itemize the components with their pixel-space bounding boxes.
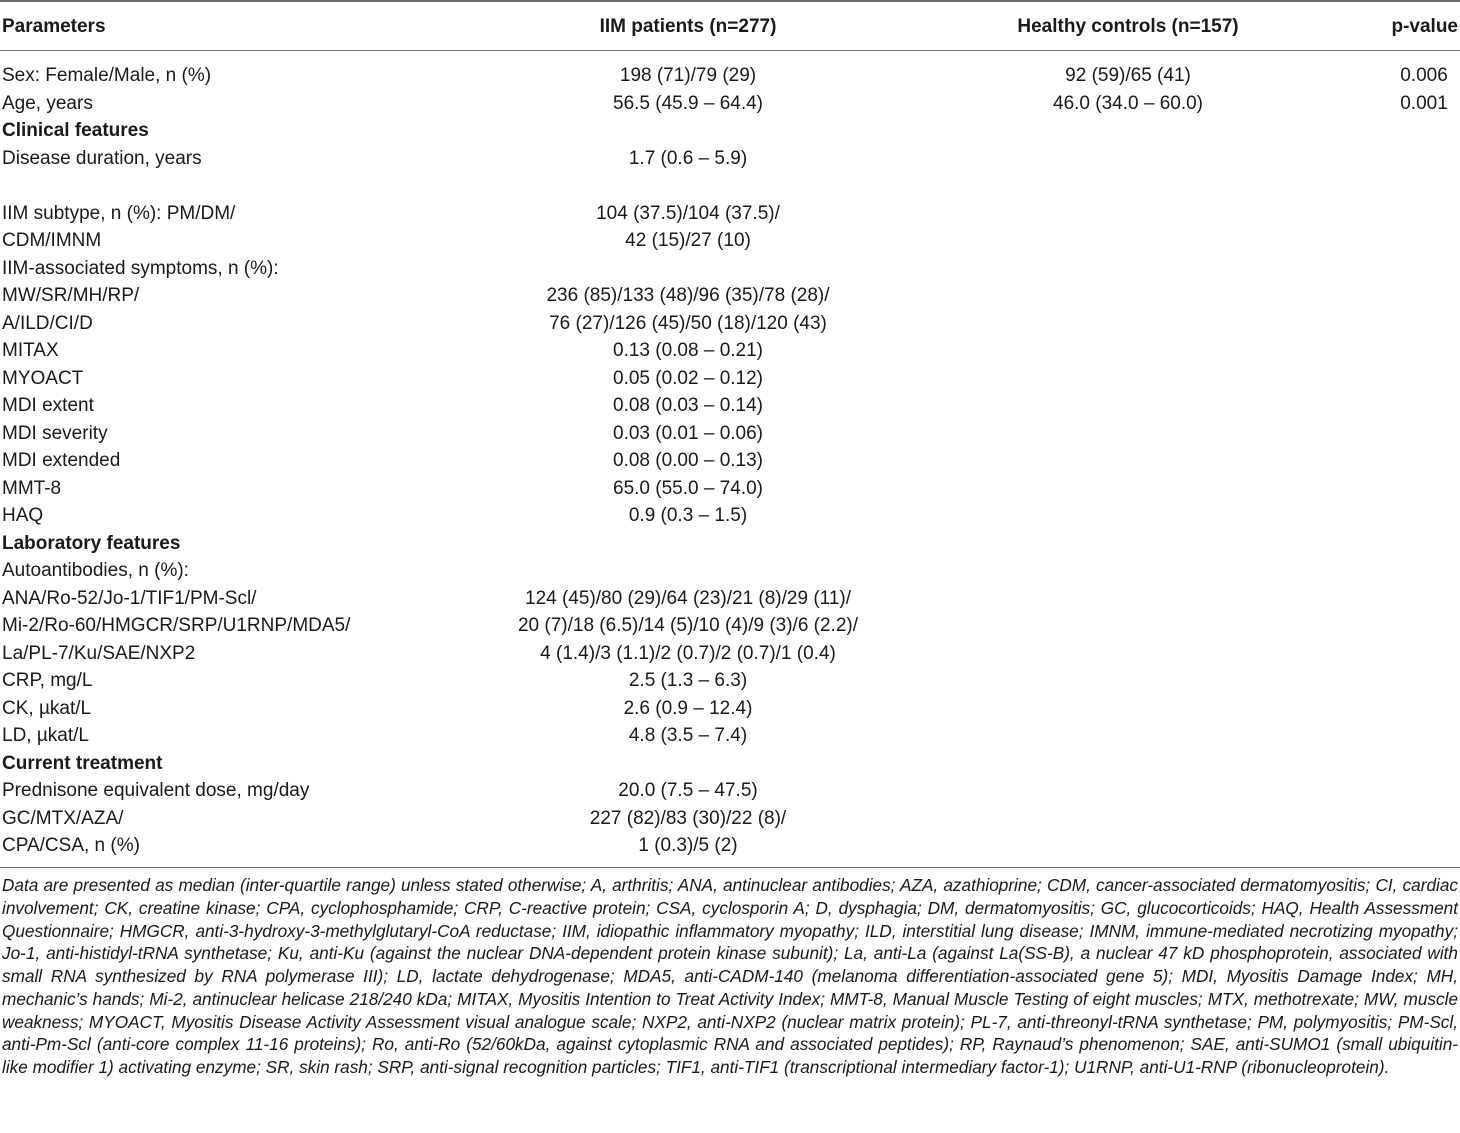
cell-parameter: Autoantibodies, n (%): [2, 560, 189, 581]
cell-parameter: IIM subtype, n (%): PM/DM/ [2, 202, 236, 224]
cell-parameter: MITAX [2, 340, 59, 361]
table-bottom-rule [0, 867, 1460, 868]
cell-iim-patients: 1 (0.3)/5 (2) [638, 835, 738, 856]
cell-iim-patients: 2.5 (1.3 – 6.3) [628, 670, 748, 691]
section-header-row [0, 750, 1460, 777]
cell-parameter: Laboratory features [2, 532, 181, 554]
cell-iim-patients: 76 (27)/126 (45)/50 (18)/120 (43) [549, 312, 827, 334]
cell-iim-patients: 4 (1.4)/3 (1.1)/2 (0.7)/2 (0.7)/1 (0.4) [540, 642, 836, 664]
table-row [0, 475, 1460, 502]
table-row [0, 502, 1460, 529]
table-row [0, 667, 1460, 694]
table-row [0, 777, 1460, 804]
cell-parameter: Prednisone equivalent dose, mg/day [2, 780, 310, 801]
cell-iim-patients: 1.7 (0.6 – 5.9) [628, 147, 748, 169]
cell-iim-patients: 42 (15)/27 (10) [625, 230, 751, 251]
cell-parameter: MDI severity [2, 422, 108, 444]
cell-parameter: MDI extent [2, 395, 94, 416]
header-healthy-controls: Healthy controls (n=157) [1017, 16, 1239, 37]
cell-healthy-controls: 92 (59)/65 (41) [1065, 65, 1191, 86]
table-row [0, 172, 1460, 199]
cell-parameter: CPA/CSA, n (%) [2, 835, 140, 856]
cell-parameter: MDI extended [2, 450, 121, 471]
cell-parameter: Disease duration, years [2, 147, 202, 169]
table-row [0, 62, 1460, 89]
cell-parameter: La/PL-7/Ku/SAE/NXP2 [2, 642, 196, 664]
table-row [0, 557, 1460, 584]
cell-iim-patients: 0.08 (0.03 – 0.14) [613, 395, 763, 416]
cell-parameter: Current treatment [2, 752, 163, 774]
cell-parameter: MMT-8 [2, 477, 62, 499]
cell-iim-patients: 0.13 (0.08 – 0.21) [613, 340, 763, 361]
header-parameters: Parameters [2, 16, 106, 37]
table-top-rule [0, 0, 1460, 2]
cell-iim-patients: 236 (85)/133 (48)/96 (35)/78 (28)/ [546, 285, 830, 306]
table-row [0, 722, 1460, 749]
cell-iim-patients: 20 (7)/18 (6.5)/14 (5)/10 (4)/9 (3)/6 (2.2)/ [517, 615, 859, 636]
cell-iim-patients: 104 (37.5)/104 (37.5)/ [596, 202, 780, 224]
cell-parameter: A/ILD/CI/D [2, 312, 93, 334]
cell-parameter: MW/SR/MH/RP/ [2, 285, 140, 306]
section-header-row [0, 530, 1460, 557]
table-row [0, 585, 1460, 612]
cell-iim-patients: 124 (45)/80 (29)/64 (23)/21 (8)/29 (11)/ [525, 587, 851, 609]
table-header-rule [0, 50, 1460, 51]
cell-iim-patients: 65.0 (55.0 – 74.0) [613, 477, 763, 499]
cell-parameter: Sex: Female/Male, n (%) [2, 65, 212, 86]
cell-iim-patients: 0.05 (0.02 – 0.12) [613, 367, 763, 389]
table-footnote: Data are presented as median (inter-quartile range) unless stated otherwise; A, arthritis; ANA, antinuclear antibodies; AZA, azathioprine; CDM, cancer-associated dermatomyositis; CI, cardiac involvement; CK, creatine kinase; CPA, cyclophosphamide; CRP, C-reactive protein; CSA, cyclosporin A; D, dysphagia; DM, dermatomyositis; GC, glucocorticoids; HAQ, Health Assessment Questionnaire; HMGCR, anti-3-hydroxy-3-methylglutaryl-CoA reductase; IIM, idiopathic inflammatory myopathy; ILD, interstitial lung disease; IMNM, immune-mediated necrotizing myopathy; Jo-1, anti-histidyl-tRNA synthetase; Ku, anti-Ku (against the nuclear DNA-dependent protein kinase subunit); La, anti-La (against La(SS-B), a nuclear 47 kD phosphoprotein, associated with small RNA synthesized by RNA polymerase III); LD, lactate dehydrogenase; MDA5, anti-CADM-140 (melanoma differentiation-associated gene 5); MDI, Myositis Damage Index; MH, mechanic’s hands; Mi-2, antinuclear helicase 218/240 kDa; MITAX, Myositis Intention to Treat Activity Index; MMT-8, Manual Muscle Testing of eight muscles; MTX, methotrexate; MW, muscle weakness; MYOACT, Myositis Disease Activity Assessment visual analogue scale; NXP2, anti-NXP2 (nuclear matrix protein); PL-7, anti-threonyl-tRNA synthetase; PM, polymyositis; PM-Scl, anti-Pm-Scl (anti-core complex 11-16 proteins); Ro, anti-Ro (52/60kDa, against cytoplasmic RNA and associated peptides); RP, Raynaud’s phenomenon; SAE, anti-SUMO1 (small ubiquitin-like modifier 1) activating enzyme; SR, skin rash; SRP, anti-signal recognition particles; TIF1, anti-TIF1 (transcriptional intermediary factor-1); U1RNP, anti-U1-RNP (ribonucleoprotein). [2, 875, 1458, 1077]
table-row [0, 447, 1460, 474]
cell-p-value: 0.006 [1400, 65, 1448, 86]
header-iim-patients: IIM patients (n=277) [599, 16, 777, 37]
table-row [0, 832, 1460, 859]
table-row [0, 310, 1460, 337]
cell-iim-patients: 0.9 (0.3 – 1.5) [628, 505, 748, 526]
cell-parameter: CRP, mg/L [2, 670, 93, 691]
cell-parameter: Clinical features [2, 120, 149, 141]
cell-parameter: Mi-2/Ro-60/HMGCR/SRP/U1RNP/MDA5/ [2, 615, 351, 636]
cell-parameter: ANA/Ro-52/Jo-1/TIF1/PM-Scl/ [2, 587, 257, 609]
cell-iim-patients: 4.8 (3.5 – 7.4) [628, 725, 748, 746]
table-row [0, 695, 1460, 722]
table-row [0, 282, 1460, 309]
cell-parameter: LD, µkat/L [2, 725, 89, 746]
cell-parameter: CK, µkat/L [2, 697, 92, 719]
cell-iim-patients: 2.6 (0.9 – 12.4) [623, 697, 753, 719]
header-p-value: p-value [1391, 16, 1458, 37]
cell-iim-patients: 0.03 (0.01 – 0.06) [613, 422, 763, 444]
cell-healthy-controls: 46.0 (34.0 – 60.0) [1053, 92, 1203, 114]
table-row [0, 200, 1460, 227]
table-row [0, 227, 1460, 254]
cell-parameter: CDM/IMNM [2, 230, 102, 251]
cell-iim-patients: 227 (82)/83 (30)/22 (8)/ [589, 807, 787, 829]
table-row [0, 805, 1460, 832]
table-row [0, 90, 1460, 117]
cell-iim-patients: 0.08 (0.00 – 0.13) [613, 450, 763, 471]
table-row [0, 365, 1460, 392]
table-row [0, 420, 1460, 447]
table-header-row [0, 13, 1460, 40]
cell-parameter: HAQ [2, 505, 44, 526]
section-header-row [0, 117, 1460, 144]
cell-iim-patients: 56.5 (45.9 – 64.4) [613, 92, 763, 114]
cell-parameter: MYOACT [2, 367, 84, 389]
cell-iim-patients: 20.0 (7.5 – 47.5) [618, 780, 758, 801]
table-row [0, 255, 1460, 282]
table-row [0, 337, 1460, 364]
cell-p-value: 0.001 [1400, 92, 1448, 114]
cell-iim-patients: 198 (71)/79 (29) [619, 65, 757, 86]
table-row [0, 640, 1460, 667]
cell-parameter: Age, years [2, 92, 93, 114]
table-row [0, 392, 1460, 419]
table-row [0, 612, 1460, 639]
cell-parameter: IIM-associated symptoms, n (%): [2, 257, 279, 279]
cell-parameter: GC/MTX/AZA/ [2, 807, 124, 829]
table-row [0, 145, 1460, 172]
